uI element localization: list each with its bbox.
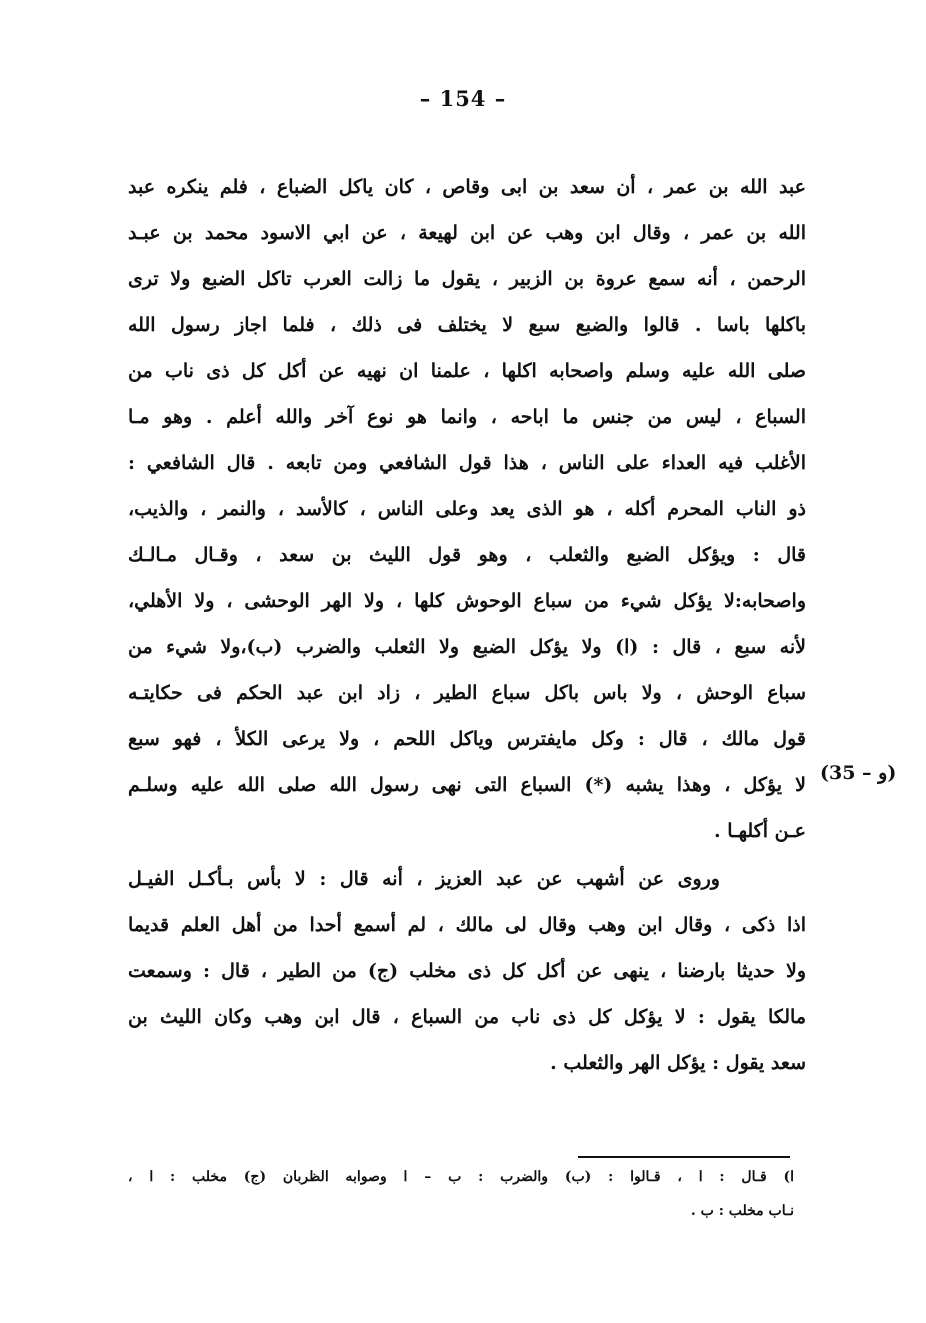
text-line: قول مالك ، قال : وكل مايفترس وياكل اللحم ، ولا يرعى الكلأ ، فهو سبع <box>128 728 806 750</box>
text-line: سعد يقول : يؤكل الهر والثعلب . <box>550 1052 806 1074</box>
footnote-separator <box>578 1156 790 1158</box>
text-line: الله بن عمر ، وقال ابن وهب عن ابن لهيعة ، عن ابي الاسود محمد بن عبـد <box>128 222 806 244</box>
text-line: قال : ويؤكل الضبع والثعلب ، وهو قول الليث بن سعد ، وقـال مـالـك <box>128 544 806 566</box>
text-line: عبد الله بن عمر ، أن سعد بن ابى وقاص ، كان ياكل الضباع ، فلم ينكره عبد <box>128 176 806 198</box>
margin-folio-note: (35 – و) <box>820 762 897 784</box>
text-line: ولا حديثا بارضنا ، ينهى عن أكل كل ذى مخلب (ج) من الطير ، قال : وسمعت <box>128 960 806 982</box>
text-line: ذو الناب المحرم أكله ، هو الذى يعد وعلى الناس ، كالأسد ، والنمر ، والذيب، <box>128 498 806 520</box>
paragraph-1 <box>128 164 806 854</box>
footnote-line: ا) قـال : ا ، قـالوا : (ب) والضرب : ب – ا وصوابه الظربان (ج) مخلب : ا ، <box>128 1169 794 1185</box>
footnote-line: نـاب مخلب : ب . <box>690 1203 794 1219</box>
text-line: السباع ، ليس من جنس ما اباحه ، وانما هو نوع آخر والله أعلم . وهو مـا <box>128 406 806 428</box>
text-line: سباع الوحش ، ولا باس باكل سباع الطير ، زاد ابن عبد الحكم فى حكايتـه <box>128 682 806 704</box>
text-line: صلى الله عليه وسلم واصحابه اكلها ، علمنا ان نهيه عن أكل كل ذى ناب من <box>128 360 806 382</box>
text-line: عـن أكلهـا . <box>714 820 806 842</box>
paragraph-2 <box>128 856 806 1086</box>
text-line: باكلها باسا . قالوا والضبع سبع لا يختلف فى ذلك ، فلما اجاز رسول الله <box>128 314 806 336</box>
text-line: الرحمن ، أنه سمع عروة بن الزبير ، يقول ما زالت العرب تاكل الضبع ولا ترى <box>128 268 806 290</box>
text-line: الأغلب فيه العداء على الناس ، هذا قول الشافعي ومن تابعه . قال الشافعي : <box>128 452 806 474</box>
text-line: واصحابه:لا يؤكل شيء من سباع الوحوش كلها ، ولا الهر الوحشى ، ولا الأهلي، <box>128 590 806 612</box>
text-line: لأنه سبع ، قال : (ا) ولا يؤكل الضبع ولا الثعلب والضرب (ب)،ولا شيء من <box>128 636 806 658</box>
footnotes <box>128 1160 794 1228</box>
text-line: لا يؤكل ، وهذا يشبه (*) السباع التى نهى رسول الله صلى الله عليه وسلـم <box>128 774 806 796</box>
page-number: – 154 – <box>419 86 507 111</box>
text-line: مالكا يقول : لا يؤكل كل ذى ناب من السباع ، قال ابن وهب وكان الليث بن <box>128 1006 806 1028</box>
text-line: اذا ذكى ، وقال ابن وهب وقال لى مالك ، لم أسمع أحدا من أهل العلم قديما <box>128 914 806 936</box>
text-line: وروى عن أشهب عن عبد العزيز ، أنه قال : لا بأس بـأكـل الفيـل <box>128 868 720 890</box>
